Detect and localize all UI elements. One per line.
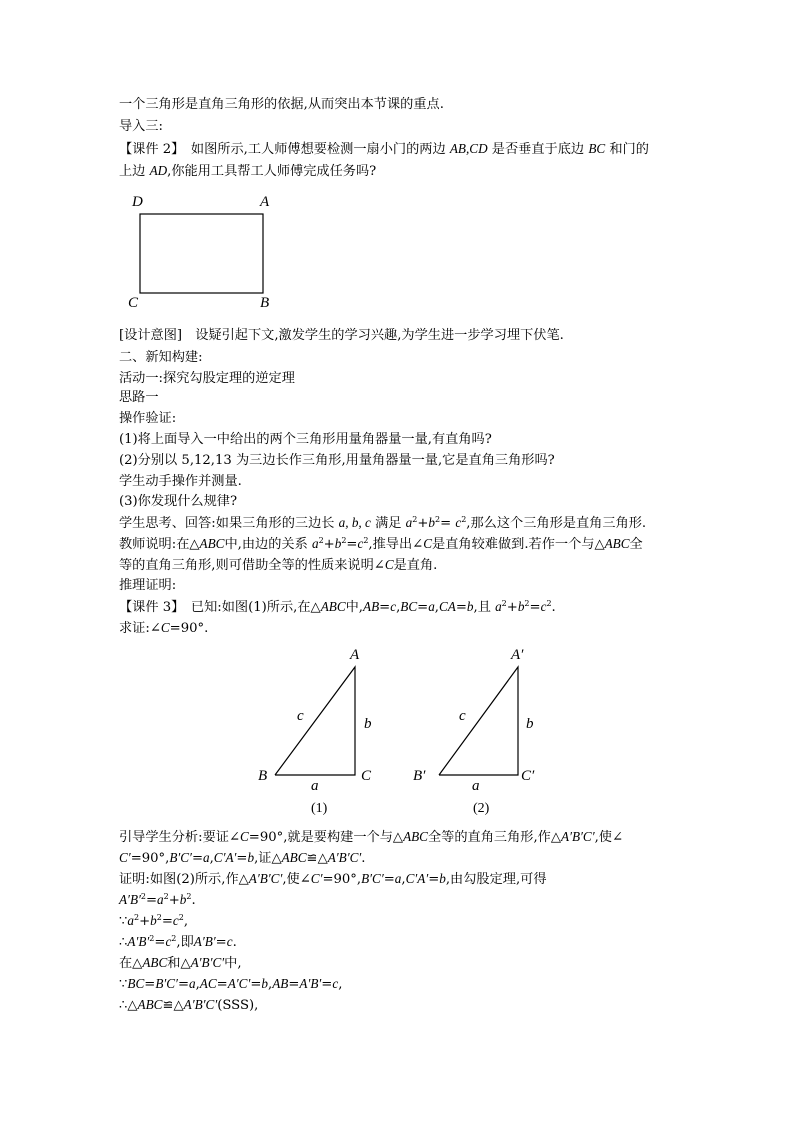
vertex-label-b: B [258,768,268,784]
vertex-label-b: B [260,295,270,311]
text-line: $\therefore A'B'^2=c^2$,即A′B′=c. [119,934,237,950]
section-label: 导入三: [119,119,164,134]
side-label-a: a [472,778,480,794]
vertex-label-a: A [260,194,270,210]
text-line: ∵BC=B′C′=a,AC=A′C′=b,AB=A′B′=c, [119,976,343,992]
vertex-label-c: C [128,295,139,311]
vertex-label-a: A [350,647,360,663]
text-line: 【课件 3】 已知:如图(1)所示,在△ABC中,AB=c,BC=a,CA=b,且 $a^2+b^2=c^2$. [119,599,556,615]
text-line: 学生思考、回答:如果三角形的三边长 a, b, c 满足 $a^2+b^2= c^2$,那么这个三角形是直角三角形. [119,515,647,531]
figure-caption: (1) [311,801,328,816]
text-line: $\because a^2+b^2=c^2$, [119,913,189,929]
text-line: 证明:如图(2)所示,作△A′B′C′,使∠C′=90°,B′C′=a,C′A′=b,由勾股定理,可得 [119,871,547,887]
text-line: 求证:∠C=90°. [119,620,209,636]
text-line: (2)分别以 5,12,13 为三边长作三角形,用量角器量一量,它是直角三角形吗? [119,453,555,468]
figure-caption: (2) [473,801,490,816]
vertex-label-d: D [132,194,143,210]
side-label-c: c [459,708,466,724]
text-line: $A'B'^2=a^2+b^2$. [119,892,196,908]
text-line: (3)你发现什么规律? [119,494,238,509]
text-line: 学生动手操作并测量. [119,474,242,489]
text-line: ∴△ABC≌△A′B′C′(SSS), [119,997,259,1013]
side-label-b: b [364,716,372,732]
side-label-a: a [311,778,319,794]
side-label-b: b [526,716,534,732]
vertex-label-a-prime: A′ [511,647,524,663]
vertex-label-c-prime: C′ [521,768,535,784]
text-line: (1)将上面导入一中给出的两个三角形用量角器量一量,有直角吗? [119,432,492,447]
text-line: 上边 AD,你能用工具帮工人师傅完成任务吗? [119,163,377,179]
text-line: 等的直角三角形,则可借助全等的性质来说明∠C是直角. [119,557,438,573]
text-line: 在△ABC和△A′B′C′中, [119,955,242,971]
activity-heading: 活动一:探究勾股定理的逆定理 [119,371,295,386]
side-label-c: c [297,708,304,724]
text-line: C′=90°,B′C′=a,C′A′=b,证△ABC≌△A′B′C′. [119,850,366,866]
text-line: 一个三角形是直角三角形的依据,从而突出本节课的重点. [119,97,444,112]
text-line: 操作验证: [119,411,177,426]
text-line: 思路一 [119,390,159,405]
text-line: 推理证明: [119,578,177,593]
text-line: 引导学生分析:要证∠C=90°,就是要构建一个与△ABC全等的直角三角形,作△A′B′C′,使∠ [119,829,624,845]
vertex-label-c: C [361,768,372,784]
text-line: 【课件 2】 如图所示,工人师傅想要检测一扇小门的两边 AB,CD 是否垂直于底边 BC 和门的 [119,141,649,157]
section-heading: 二、新知构建: [119,350,203,365]
text-line: [设计意图] 设疑引起下文,激发学生的学习兴趣,为学生进一步学习埋下伏笔. [119,328,564,343]
text-line: 教师说明:在△ABC中,由边的关系 $a^2+b^2=c^2$,推导出∠C是直角较难做到.若作一个与△ABC全 [119,536,643,552]
vertex-label-b-prime: B′ [413,768,426,784]
